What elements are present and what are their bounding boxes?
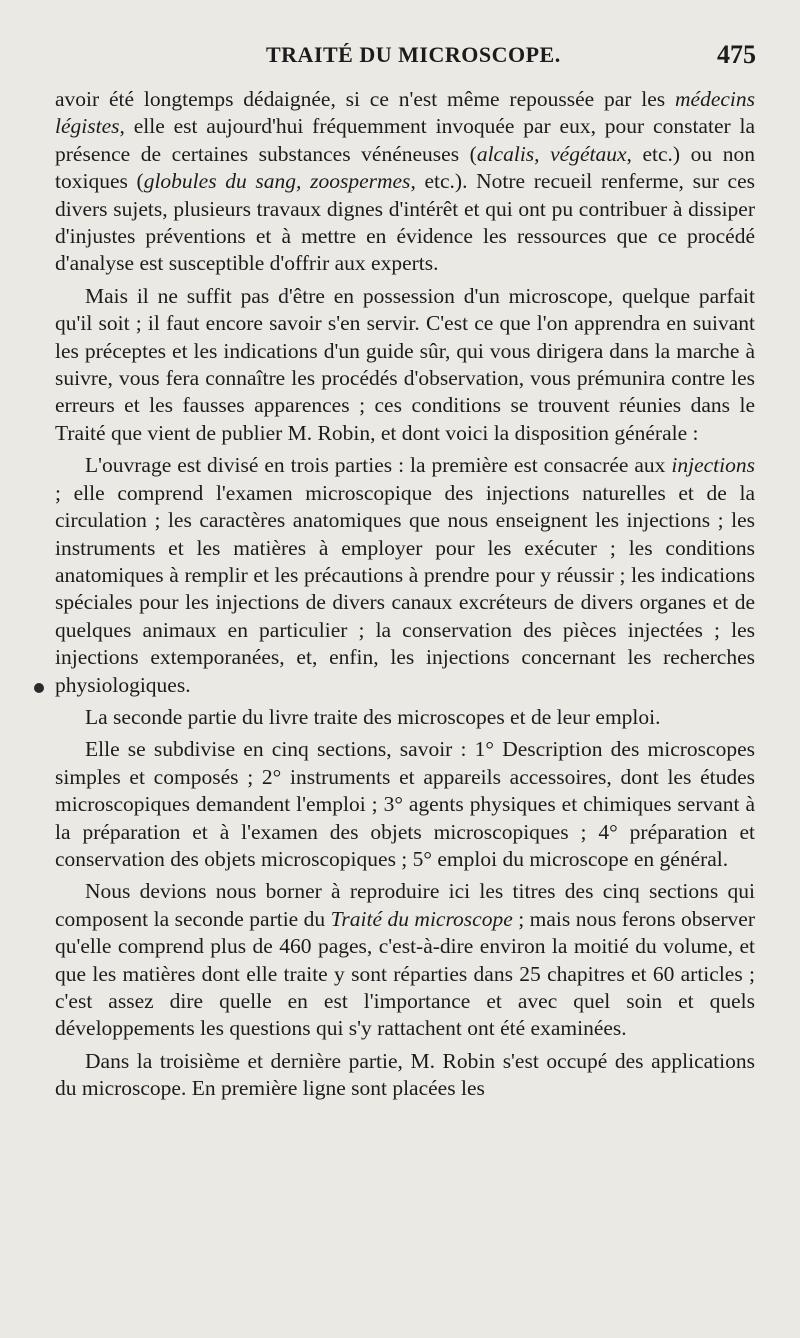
- page-body: [55, 86, 755, 1108]
- page-number: 475: [717, 40, 756, 69]
- paragraph-1: avoir été longtemps dédaignée, si ce n'est même repoussée par les médecins légistes, elle est aujourd'hui fréquemment invoquée par eux, pour constater la présence de certaines substances vénéneuses (alcalis, végétaux, etc.) ou non toxiques (globules du sang, zoospermes, etc.). Notre recueil renferme, sur ces divers sujets, plusieurs travaux dignes d'intérêt et qui ont pu contribuer à dissiper d'injustes préventions et à mettre en évidence les ressources que ce procédé d'analyse est susceptible d'offrir aux experts.: [55, 87, 755, 276]
- paragraph-5: Elle se subdivise en cinq sections, savoir : 1° Description des microscopes simples et composés ; 2° instruments et appareils accessoires, dont les études microscopiques demandent l'emploi ; 3° agents physiques et chimiques servant à la préparation et à l'examen des objets microscopiques ; 4° préparation et conservation des objets microscopiques ; 5° emploi du microscope en général.: [55, 737, 755, 871]
- paragraph-4: La seconde partie du livre traite des microscopes et de leur emploi.: [85, 704, 661, 729]
- paragraph-3: L'ouvrage est divisé en trois parties : la première est consacrée aux injections ; elle comprend l'examen microscopique des injections naturelles et de la circulation ; les caractères anatomiques que nous enseignent les injections ; les instruments et les matières à employer pour les exécuter ; les conditions anatomiques à remplir et les précautions à prendre pour y réussir ; les indications spéciales pour les injections de divers canaux excréteurs de divers organes et de quelques animaux en particulier ; la conservation des pièces injectées ; les injections extemporanées, et, enfin, les injections concernant les recherches physiologiques.: [55, 453, 755, 697]
- page-header: [56, 42, 756, 78]
- paragraph-2: Mais il ne suffit pas d'être en possession d'un microscope, quelque parfait qu'il soit ; il faut encore savoir s'en servir. C'est ce que l'on apprendra en suivant les préceptes et les indications d'un guide sûr, qui vous dirigera dans la marche à suivre, vous fera connaître les procédés d'observation, vous prémunira contre les erreurs et les fausses apparences ; ces conditions se trouvent réunies dans le Traité que vient de publier M. Robin, et dont voici la disposition générale :: [55, 283, 755, 445]
- paragraph-6: Nous devions nous borner à reproduire ici les titres des cinq sections qui composent la seconde partie du Traité du microscope ; mais nous ferons observer qu'elle comprend plus de 460 pages, c'est-à-dire environ la moitié du volume, et que les matières dont elle traite y sont réparties dans 25 chapitres et 60 articles ; c'est assez dire quelle en est l'importance et avec quel soin et quels développements les questions qui s'y rattachent ont été examinées.: [55, 879, 755, 1041]
- running-title: TRAITÉ DU MICROSCOPE.: [266, 42, 561, 67]
- paragraph-7: Dans la troisième et dernière partie, M. Robin s'est occupé des applications du microscope. En première ligne sont placées les: [55, 1048, 755, 1101]
- ink-speck: [34, 683, 44, 693]
